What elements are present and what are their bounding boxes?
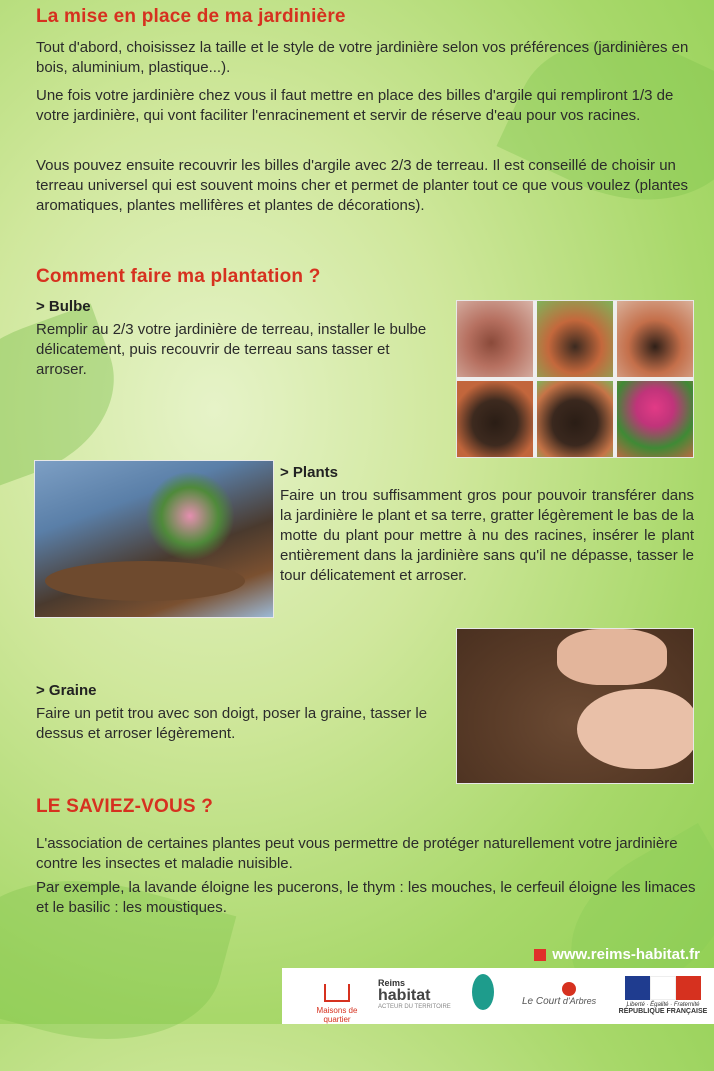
bulbe-photo-5 xyxy=(537,381,613,457)
logo-maisons-de-quartier: Maisons de quartier xyxy=(302,976,372,1024)
hand-shape xyxy=(577,689,694,769)
bulbe-photo-1 xyxy=(457,301,533,377)
tree-red-icon xyxy=(562,982,576,996)
logo-parc-naturel xyxy=(472,974,512,1010)
plants-text: Faire un trou suffisamment gros pour pouvoir transférer dans la jardinière le plant et sa terre, gratter légèrement le bas de la motte du plant pour mettre à nu des racines, insérer le plant entièrement dans la jardinière sans qu'il ne dépasse, tasser le tour délicatement et arroser. xyxy=(280,487,694,584)
house-icon xyxy=(324,984,350,1002)
logo-court-darbres: Le Court d'Arbres xyxy=(522,982,602,1007)
bulbe-text: Remplir au 2/3 votre jardinière de terreau, installer le bulbe délicatement, puis recouvrir de terreau sans tasser et arroser. xyxy=(36,321,427,378)
graine-heading: > Graine xyxy=(36,682,97,699)
website-link[interactable] xyxy=(534,946,700,963)
plants-photo xyxy=(34,460,274,618)
bulbe-photo-2 xyxy=(537,301,613,377)
rose-plant-shape xyxy=(145,471,235,561)
bulbe-photo-3 xyxy=(617,301,693,377)
footer-logos xyxy=(282,968,714,1024)
graine-text: Faire un petit trou avec son doigt, poser la graine, tasser le dessus et arroser légèrement. xyxy=(36,705,428,742)
section-title-mise-en-place: La mise en place de ma jardinière xyxy=(36,6,346,27)
french-flag-icon xyxy=(625,976,701,1000)
bulbe-photo-6 xyxy=(617,381,693,457)
paragraph-billes: Une fois votre jardinière chez vous il faut mettre en place des billes d'argile qui rempliront 1/3 de votre jardinière, qui vont faciliter l'enracinement et servir de réserve d'eau pour vos racines. xyxy=(36,87,674,124)
website-url[interactable]: www.reims-habitat.fr xyxy=(552,946,700,963)
section-title-plantation: Comment faire ma plantation ? xyxy=(36,266,321,287)
graine-photo xyxy=(456,628,694,784)
planter-shape xyxy=(45,561,245,601)
red-square-icon xyxy=(534,949,546,961)
logo-republique-francaise: Liberté · Égalité · Fraternité RÉPUBLIQUE FRANÇAISE xyxy=(618,976,708,1015)
paragraph-terreau: Vous pouvez ensuite recouvrir les billes d'argile avec 2/3 de terreau. Il est conseillé de choisir un terreau universel qui est souvent moins cher et permet de planter tout ce que vous voulez (plantes aromatiques, plantes mellifères et plantes de décorations). xyxy=(36,157,689,214)
bulbe-heading: > Bulbe xyxy=(36,298,91,315)
section-title-saviez-vous: LE SAVIEZ-VOUS ? xyxy=(36,796,214,817)
parc-leaf-icon xyxy=(472,974,494,1010)
logo-reims-habitat: Reims habitat ACTEUR DU TERRITOIRE xyxy=(378,978,451,1010)
saviez-vous-text-1: L'association de certaines plantes peut vous permettre de protéger naturellement votre jardinière contre les insectes et maladie nuisible. xyxy=(36,835,678,872)
hand-shape xyxy=(557,629,667,685)
paragraph-intro: Tout d'abord, choisissez la taille et le style de votre jardinière selon vos préférences (jardinières en bois, aluminium, plastique...). xyxy=(36,39,689,76)
bulbe-photo-4 xyxy=(457,381,533,457)
saviez-vous-text-2: Par exemple, la lavande éloigne les pucerons, le thym : les mouches, le cerfeuil éloigne les limaces et le basilic : les moustiques. xyxy=(36,879,696,916)
plants-heading: > Plants xyxy=(280,464,338,481)
bulbe-photo-grid xyxy=(456,300,694,458)
